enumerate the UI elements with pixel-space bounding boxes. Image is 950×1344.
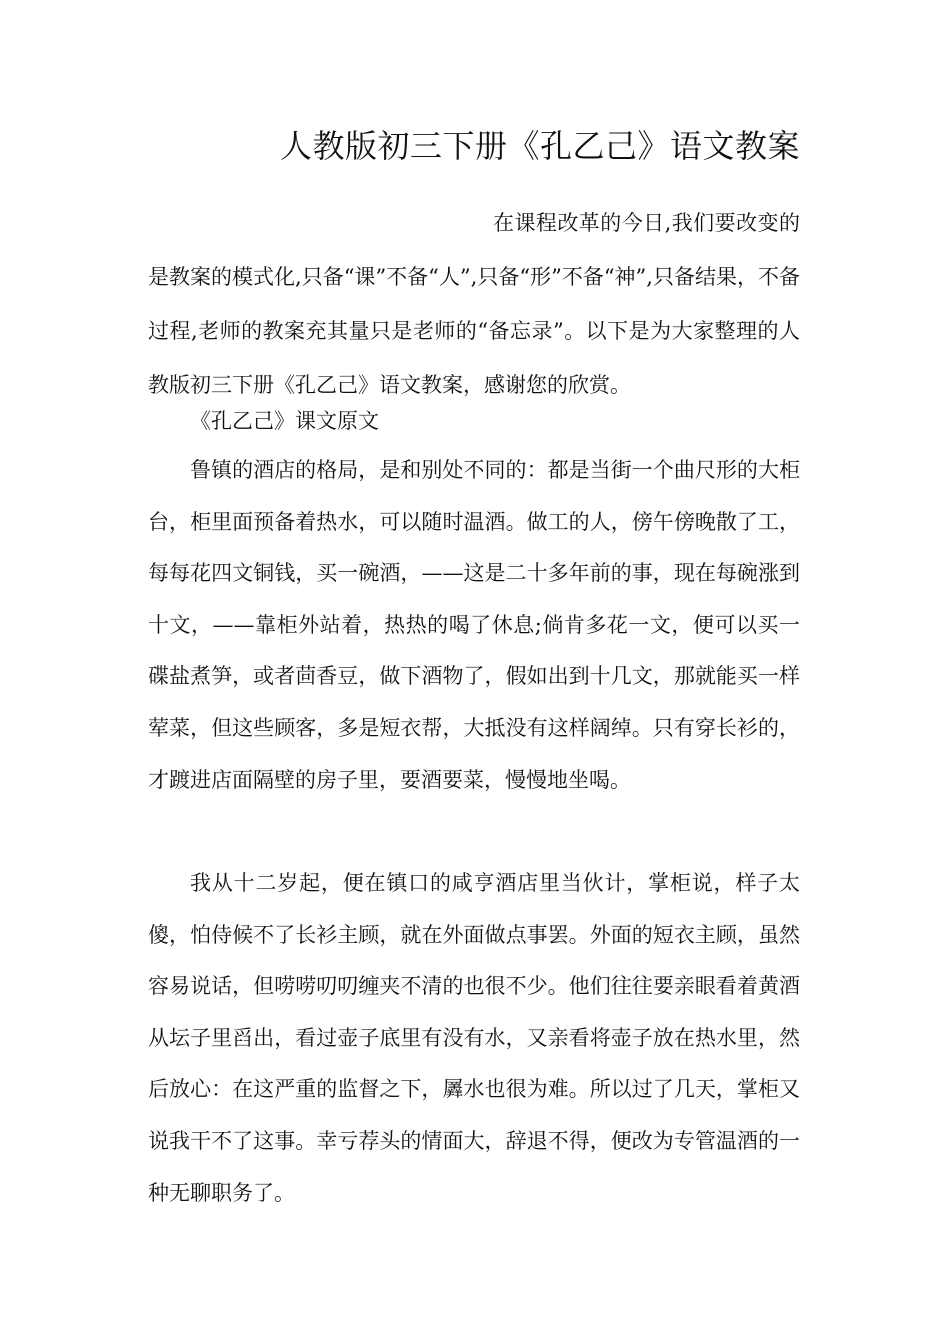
body-paragraph-1: 鲁镇的酒店的格局，是和别处不同的：都是当街一个曲尺形的大柜台，柜里面预备着热水，可以随时温酒。做工的人，傍午傍晚散了工，每每花四文铜钱，买一碗酒，——这是二十多年前的事，现在每碗涨到十文，——靠柜外站着，热热的喝了休息;倘肯多花一文，便可以买一碟盐煮笋，或者茴香豆，做下酒物了，假如出到十几文，那就能买一样荤菜，但这些顾客，多是短衣帮，大抵没有这样阔绰。只有穿长衫的，才踱进店面隔壁的房子里，要酒要菜，慢慢地坐喝。 (148, 458, 800, 792)
intro-paragraph: 在课程改革的今日,我们要改变的是教案的模式化,只备“课”不备“人”,只备“形”不备“神”,只备结果，不备过程,老师的教案充其量只是老师的“备忘录”。以下是为大家整理的人教版初三下册《孔乙己》语文教案，感谢您的欣赏。 (148, 211, 800, 397)
body-paragraph-2: 我从十二岁起，便在镇口的咸亨酒店里当伙计，掌柜说，样子太傻，怕侍候不了长衫主顾，就在外面做点事罢。外面的短衣主顾，虽然容易说话，但唠唠叨叨缠夹不清的也很不少。他们往往要亲眼看着黄酒从坛子里舀出，看过壶子底里有没有水，又亲看将壶子放在热水里，然后放心：在这严重的监督之下，羼水也很为难。所以过了几天，掌柜又说我干不了这事。幸亏荐头的情面大，辞退不得，便改为专管温酒的一种无聊职务了。 (148, 871, 800, 1205)
document-title: 人教版初三下册《孔乙己》语文教案 (279, 127, 800, 165)
section-heading: 《孔乙己》课文原文 (190, 409, 379, 433)
